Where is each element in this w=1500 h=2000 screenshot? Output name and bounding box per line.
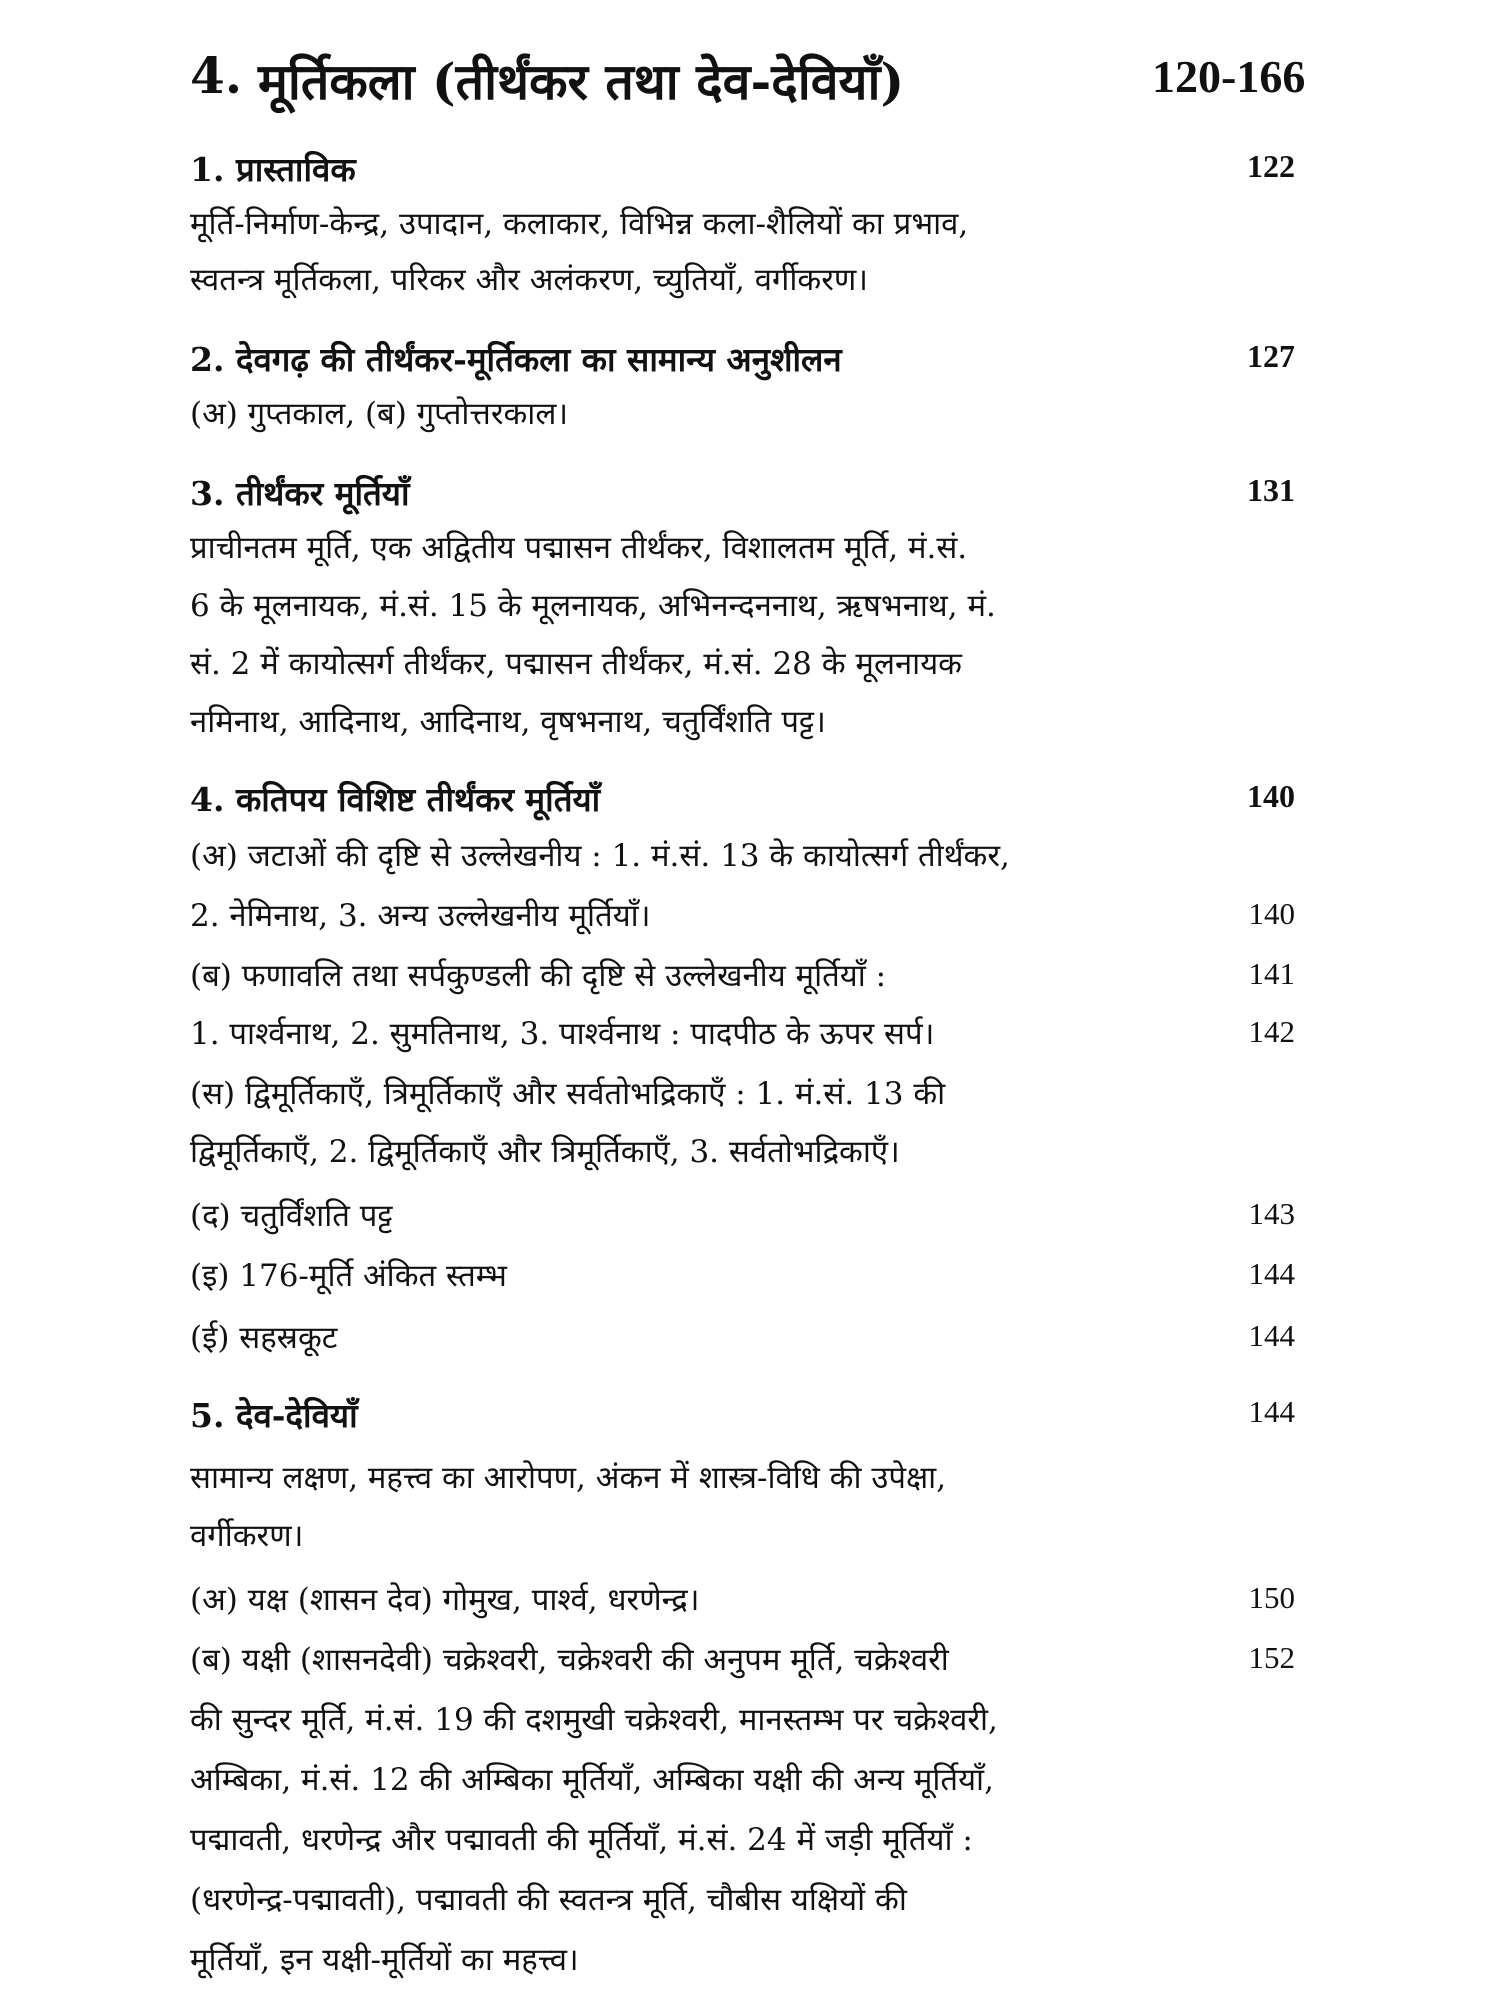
toc-text-line: (धरणेन्द्र-पद्मावती), पद्मावती की स्वतन्त्र मूर्ति, चौबीस यक्षियों की xyxy=(190,1882,907,1918)
entry-page-number: 152 xyxy=(1248,1640,1295,1675)
toc-text-line: स्वतन्त्र मूर्तिकला, परिकर और अलंकरण, च्युतियाँ, वर्गीकरण। xyxy=(190,262,869,298)
toc-text-line: 2. नेमिनाथ, 3. अन्य उल्लेखनीय मूर्तियाँ। xyxy=(190,898,651,934)
entry-page-number: 142 xyxy=(1248,1014,1295,1049)
chapter-number: 4. xyxy=(190,46,243,105)
toc-text-line: सं. 2 में कायोत्सर्ग तीर्थंकर, पद्मासन तीर्थंकर, मं.सं. 28 के मूलनायक xyxy=(190,646,962,682)
section-heading: 2. देवगढ़ की तीर्थंकर-मूर्तिकला का सामान्य अनुशीलन xyxy=(190,340,842,379)
toc-text-line: पद्मावती, धरणेन्द्र और पद्मावती की मूर्तियाँ, मं.सं. 24 में जड़ी मूर्तियाँ : xyxy=(190,1822,973,1858)
entry-page-number: 141 xyxy=(1248,956,1295,991)
toc-text-line: (अ) गुप्तकाल, (ब) गुप्तोत्तरकाल। xyxy=(190,396,569,432)
toc-text-line: की सुन्दर मूर्ति, मं.सं. 19 की दशमुखी चक्रेश्वरी, मानस्तम्भ पर चक्रेश्वरी, xyxy=(190,1702,998,1738)
section-page-number: 144 xyxy=(1248,1394,1295,1429)
toc-text-line: (अ) जटाओं की दृष्टि से उल्लेखनीय : 1. मं.सं. 13 के कायोत्सर्ग तीर्थंकर, xyxy=(190,838,1010,874)
section-page-number: 131 xyxy=(1247,472,1295,508)
section-heading: 4. कतिपय विशिष्ट तीर्थंकर मूर्तियाँ xyxy=(190,780,601,819)
toc-text-line: 1. पार्श्वनाथ, 2. सुमतिनाथ, 3. पार्श्वनाथ : पादपीठ के ऊपर सर्प। xyxy=(190,1016,935,1052)
chapter-title: मूर्तिकला (तीर्थंकर तथा देव-देवियाँ) xyxy=(258,52,905,111)
toc-text-line: (स) द्विमूर्तिकाएँ, त्रिमूर्तिकाएँ और सर्वतोभद्रिकाएँ : 1. मं.सं. 13 की xyxy=(190,1076,946,1112)
section-page-number: 140 xyxy=(1247,778,1295,814)
toc-text-line: द्विमूर्तिकाएँ, 2. द्विमूर्तिकाएँ और त्रिमूर्तिकाएँ, 3. सर्वतोभद्रिकाएँ। xyxy=(190,1134,900,1170)
section-page-number: 122 xyxy=(1247,148,1295,184)
entry-page-number: 150 xyxy=(1248,1580,1295,1615)
toc-text-line: मूर्ति-निर्माण-केन्द्र, उपादान, कलाकार, विभिन्न कला-शैलियों का प्रभाव, xyxy=(190,206,969,242)
toc-text-line: (ब) फणावलि तथा सर्पकुण्डली की दृष्टि से उल्लेखनीय मूर्तियाँ : xyxy=(190,958,887,994)
toc-text-line: (ब) यक्षी (शासनदेवी) चक्रेश्वरी, चक्रेश्वरी की अनुपम मूर्ति, चक्रेश्वरी xyxy=(190,1642,949,1678)
toc-text-line: प्राचीनतम मूर्ति, एक अद्वितीय पद्मासन तीर्थंकर, विशालतम मूर्ति, मं.सं. xyxy=(190,530,968,566)
toc-text-line: (अ) यक्ष (शासन देव) गोमुख, पार्श्व, धरणेन्द्र। xyxy=(190,1582,700,1618)
section-page-number: 127 xyxy=(1247,338,1295,374)
toc-text-line: 6 के मूलनायक, मं.सं. 15 के मूलनायक, अभिनन्दननाथ, ऋषभनाथ, मं. xyxy=(190,588,996,624)
toc-text-line: वर्गीकरण। xyxy=(190,1518,304,1554)
entry-page-number: 140 xyxy=(1248,896,1295,931)
section-heading: 3. तीर्थंकर मूर्तियाँ xyxy=(190,474,410,513)
entry-page-number: 144 xyxy=(1248,1318,1295,1353)
section-heading: 1. प्रास्ताविक xyxy=(190,150,356,189)
toc-text-line: (ई) सहस्रकूट xyxy=(190,1320,338,1356)
section-heading: 5. देव-देवियाँ xyxy=(190,1396,358,1435)
entry-page-number: 144 xyxy=(1248,1256,1295,1291)
toc-text-line: मूर्तियाँ, इन यक्षी-मूर्तियों का महत्त्व। xyxy=(190,1942,579,1978)
chapter-page-range: 120-166 xyxy=(1152,51,1306,102)
toc-text-line: नमिनाथ, आदिनाथ, आदिनाथ, वृषभनाथ, चतुर्विंशति पट्ट। xyxy=(190,704,826,740)
toc-text-line: (द) चतुर्विंशति पट्ट xyxy=(190,1198,393,1234)
toc-text-line: अम्बिका, मं.सं. 12 की अम्बिका मूर्तियाँ, अम्बिका यक्षी की अन्य मूर्तियाँ, xyxy=(190,1762,994,1798)
toc-text-line: (इ) 176-मूर्ति अंकित स्तम्भ xyxy=(190,1258,507,1294)
entry-page-number: 143 xyxy=(1248,1196,1295,1231)
toc-text-line: सामान्य लक्षण, महत्त्व का आरोपण, अंकन में शास्त्र-विधि की उपेक्षा, xyxy=(190,1460,947,1496)
